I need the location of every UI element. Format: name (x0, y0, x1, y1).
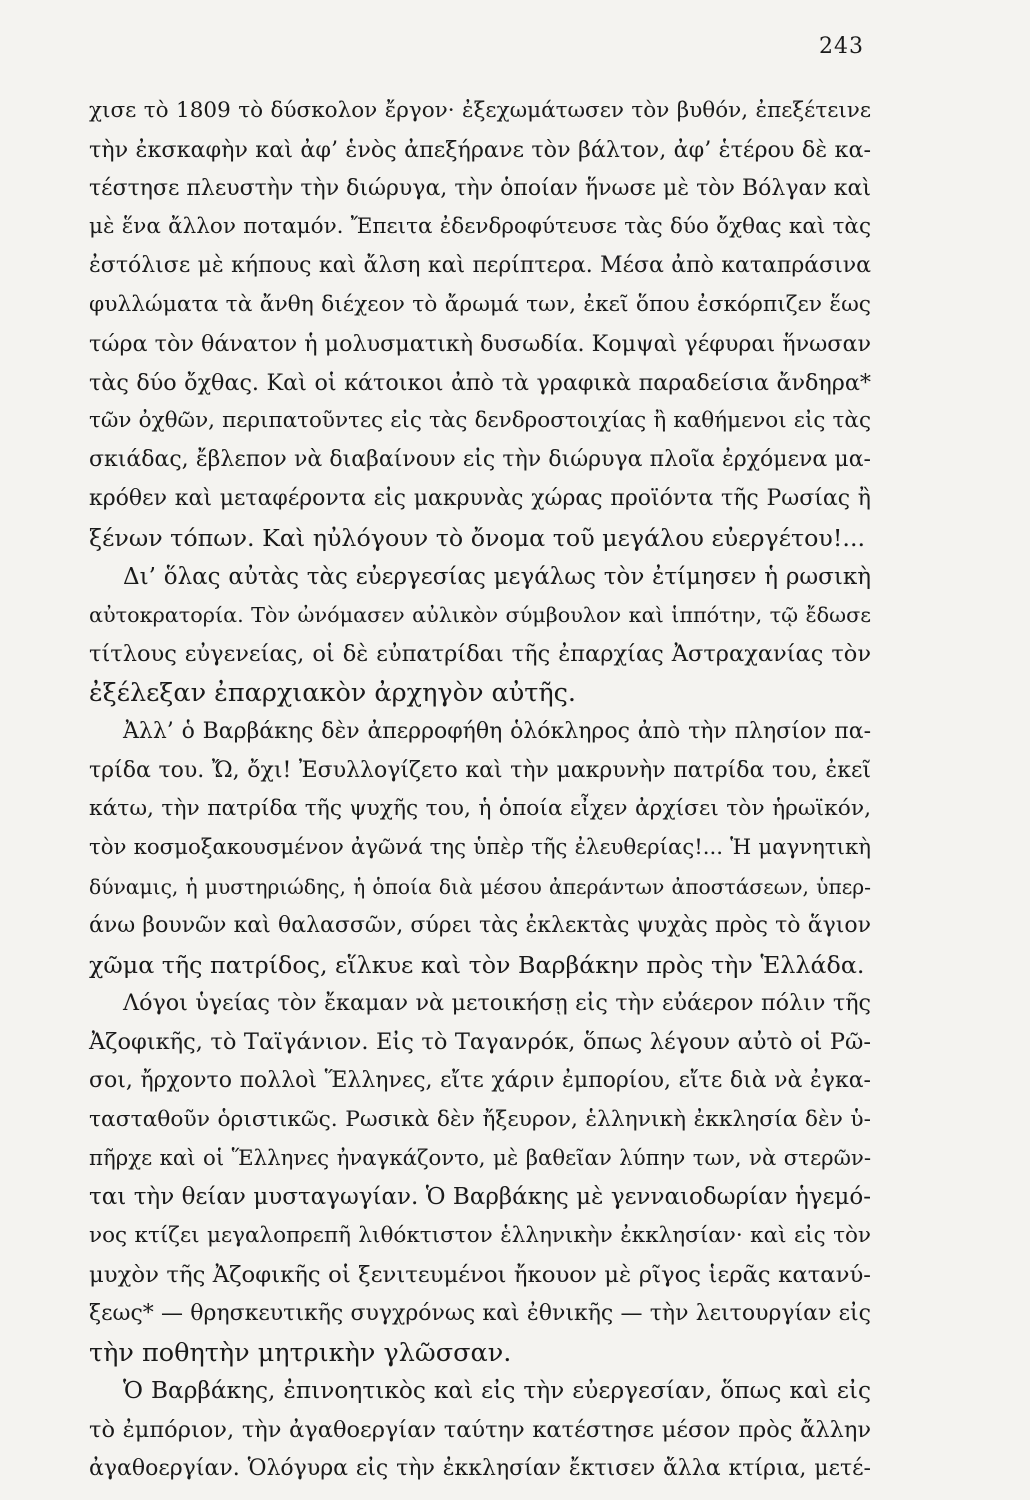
text-line: σοι, ἤρχοντο πολλοὶ Ἕλληνες, εἴτε χάριν ἐμπορίου, εἴτε διὰ νὰ ἐγκα- (89, 1067, 871, 1093)
page-number: 243 (819, 34, 864, 59)
text-line: χῶμα τῆς πατρίδος, εἵλκυε καὶ τὸν Βαρβάκην πρὸς τὴν Ἑλλάδα. (89, 950, 865, 979)
text-line: νος κτίζει μεγαλοπρεπῆ λιθόκτιστον ἑλληνικὴν ἐκκλησίαν· καὶ εἰς τὸν (89, 1223, 871, 1249)
text-line: Ἀζοφικῆς, τὸ Ταϊγάνιον. Εἰς τὸ Ταγανρόκ, ὅπως λέγουν αὐτὸ οἱ Ρῶ- (89, 1029, 871, 1056)
text-line: κρόθεν καὶ μεταφέροντα εἰς μακρυνὰς χώρας προϊόντα τῆς Ρωσίας ἢ (89, 485, 871, 511)
text-line: κάτω, τὴν πατρίδα τῆς ψυχῆς του, ἡ ὁποία εἶχεν ἀρχίσει τὸν ἡρωϊκόν, (89, 796, 871, 822)
text-line: πῆρχε καὶ οἱ Ἕλληνες ἠναγκάζοντο, μὲ βαθεῖαν λύπην των, νὰ στερῶν- (89, 1145, 871, 1171)
text-line: ἐξέλεξαν ἐπαρχιακὸν ἀρχηγὸν αὐτῆς. (89, 677, 577, 708)
text-line: ἀγαθοεργίαν. Ὁλόγυρα εἰς τὴν ἐκκλησίαν ἔκτισεν ἄλλα κτίρια, μετέ- (89, 1455, 871, 1481)
text-line: τασταθοῦν ὁριστικῶς. Ρωσικὰ δὲν ἤξευρον, ἑλληνικὴ ἐκκλησία δὲν ὑ- (89, 1106, 871, 1132)
text-line: τρίδα του. Ὤ, ὄχι! Ἐσυλλογίζετο καὶ τὴν μακρυνὴν πατρίδα του, ἐκεῖ (89, 757, 871, 783)
text-line: ξεως* — θρησκευτικῆς συγχρόνως καὶ ἐθνικῆς — τὴν λειτουργίαν εἰς (89, 1300, 871, 1326)
text-line: Ἀλλ’ ὁ Βαρβάκης δὲν ἀπερροφήθη ὁλόκληρος ἀπὸ τὴν πλησίον πα- (123, 718, 871, 744)
text-line: τὰς δύο ὄχθας. Καὶ οἱ κάτοικοι ἀπὸ τὰ γραφικὰ παραδείσια ἄνδηρα* (89, 369, 871, 396)
text-line: χισε τὸ 1809 τὸ δύσκολον ἔργον· ἐξεχωμάτωσεν τὸν βυθόν, ἐπεξέτεινε (89, 98, 871, 123)
text-line: μὲ ἕνα ἄλλον ποταμόν. Ἔπειτα ἐδενδροφύτευσε τὰς δύο ὄχθας καὶ τὰς (89, 214, 871, 240)
text-line: τέστησε πλευστὴν τὴν διώρυγα, τὴν ὁποίαν ἥνωσε μὲ τὸν Βόλγαν καὶ (89, 175, 871, 201)
text-line: αὐτοκρατορία. Τὸν ὠνόμασεν αὐλικὸν σύμβουλον καὶ ἱππότην, τῷ ἔδωσε (89, 603, 871, 628)
text-line: άνω βουνῶν καὶ θαλασσῶν, σύρει τὰς ἐκλεκτὰς ψυχὰς πρὸς τὸ ἅγιον (89, 912, 871, 938)
text-line: μυχὸν τῆς Ἀζοφικῆς οἱ ξενιτευμένοι ἤκουον μὲ ρῖγος ἱερᾶς κατανύ- (89, 1261, 871, 1288)
text-line: τώρα τὸν θάνατον ἡ μολυσματικὴ δυσωδία. Κομψαὶ γέφυραι ἥνωσαν (89, 330, 871, 357)
text-line: τὴν ἐκσκαφὴν καὶ ἀφ’ ἑνὸς ἀπεξήρανε τὸν βάλτον, ἀφ’ ἑτέρου δὲ κα- (89, 136, 871, 163)
text-line: τὸν κοσμοξακουσμένον ἀγῶνά της ὑπὲρ τῆς ἐλευθερίας!... Ἡ μαγνητικὴ (89, 835, 871, 861)
text-line: δύναμις, ἡ μυστηριώδης, ἡ ὁποία διὰ μέσου ἀπεράντων ἀποστάσεων, ὑπερ- (89, 874, 871, 899)
text-line: ἐστόλισε μὲ κήπους καὶ ἄλση καὶ περίπτερα. Μέσα ἀπὸ καταπράσινα (89, 253, 871, 279)
text-line: τῶν ὀχθῶν, περιπατοῦντες εἰς τὰς δενδροστοιχίας ἢ καθήμενοι εἰς τὰς (89, 408, 871, 434)
text-line: Ὁ Βαρβάκης, ἐπινοητικὸς καὶ εἰς τὴν εὐεργεσίαν, ὅπως καὶ εἰς (123, 1377, 871, 1405)
text-line: Λόγοι ὑγείας τὸν ἔκαμαν νὰ μετοικήσῃ εἰς τὴν εὐάερον πόλιν τῆς (123, 990, 871, 1017)
text-line: τὴν ποθητὴν μητρικὴν γλῶσσαν. (89, 1337, 512, 1368)
body-text (89, 92, 871, 1489)
text-line: ξένων τόπων. Καὶ ηὐλόγουν τὸ ὄνομα τοῦ μεγάλου εὐεργέτου!... (89, 523, 866, 552)
text-line: τίτλους εὐγενείας, οἱ δὲ εὐπατρίδαι τῆς ἐπαρχίας Ἀστραχανίας τὸν (89, 641, 871, 668)
text-line: σκιάδας, ἔβλεπον νὰ διαβαίνουν εἰς τὴν διώρυγα πλοῖα ἐρχόμενα μα- (89, 447, 871, 473)
text-line: φυλλώματα τὰ ἄνθη διέχεον τὸ ἄρωμά των, ἐκεῖ ὅπου ἐσκόρπιζεν ἕως (89, 291, 871, 317)
text-line: τὸ ἐμπόριον, τὴν ἀγαθοεργίαν ταύτην κατέστησε μέσον πρὸς ἄλλην (89, 1417, 871, 1444)
text-line: ται τὴν θείαν μυσταγωγίαν. Ὁ Βαρβάκης μὲ γενναιοδωρίαν ἡγεμό- (89, 1184, 871, 1211)
text-line: Δι’ ὅλας αὐτὰς τὰς εὐεργεσίας μεγάλως τὸν ἐτίμησεν ἡ ρωσικὴ (123, 563, 871, 590)
